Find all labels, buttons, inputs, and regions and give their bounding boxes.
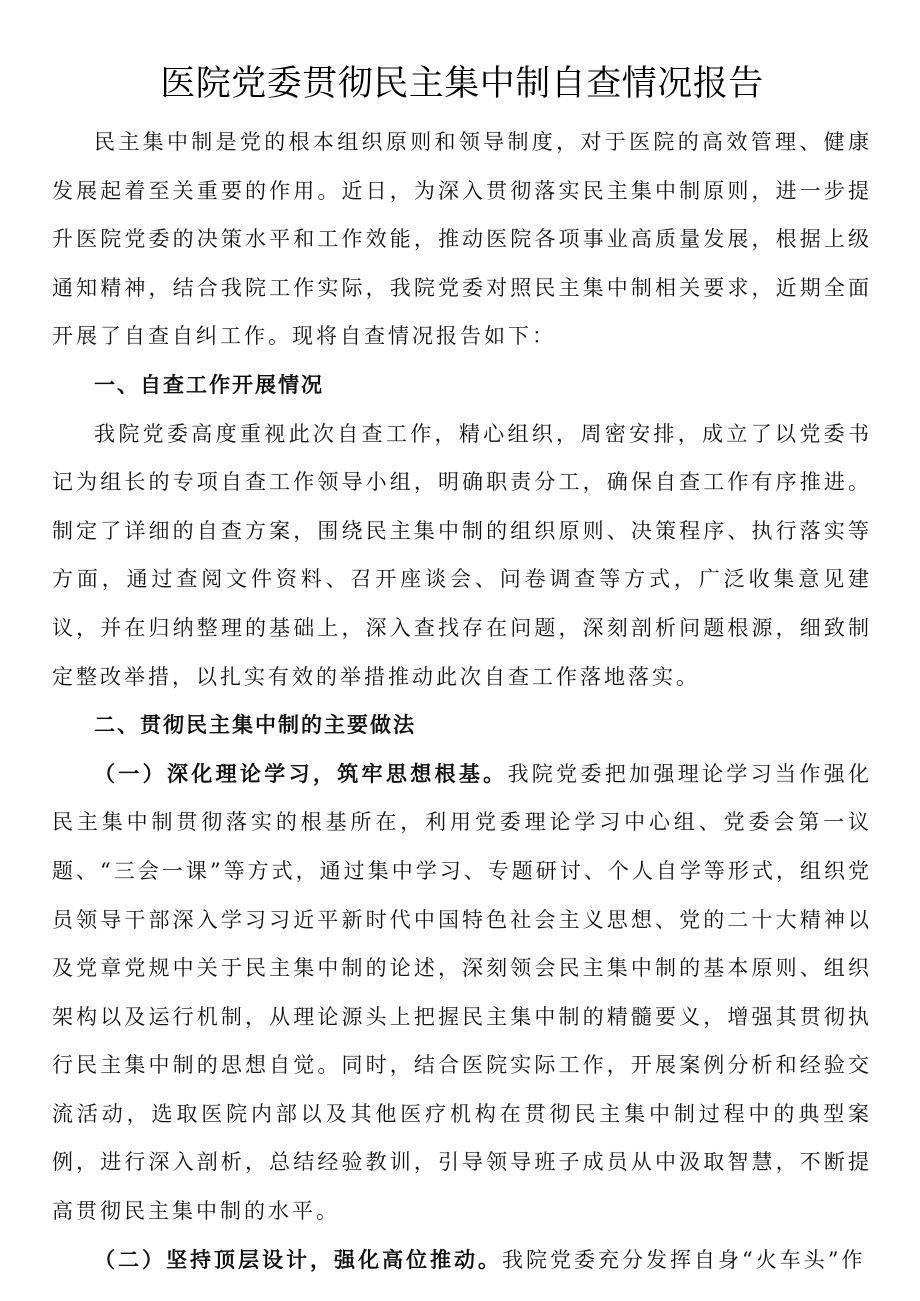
section-1-heading: 一、自查工作开展情况 xyxy=(94,371,324,397)
section-2-item-2-body: 我院党委充分发挥自身“火车头”作 xyxy=(502,1247,866,1272)
section-2-item-1 xyxy=(52,750,872,1236)
section-2-item-1-body: 我院党委把加强理论学习当作强化民主集中制贯彻落实的根基所在，利用党委理论学习中心组、党委会第一议题、“三会一课”等方式，通过集中学习、专题研讨、个人自学等形式，组织党员领导干部深入学习习近平新时代中国特色社会主义思想、党的二十大精神以及党章党规中关于民主集中制的论述，深刻领会民主集中制的基本原则、组织架构以及运行机制，从理论源头上把握民主集中制的精髓要义，增强其贯彻执行民主集中制的思想自觉。同时，结合医院实际工作，开展案例分析和经验交流活动，选取医院内部以及其他医疗机构在贯彻民主集中制过程中的典型案例，进行深入剖析，总结经验教训，引导领导班子成员从中汲取智慧，不断提高贯彻民主集中制的水平。 xyxy=(52,761,872,1224)
section-2-item-2 xyxy=(52,1236,872,1285)
section-1-body: 我院党委高度重视此次自查工作，精心组织，周密安排，成立了以党委书记为组长的专项自查工作领导小组，明确职责分工，确保自查工作有序推进。制定了详细的自查方案，围绕民主集中制的组织原则、决策程序、执行落实等方面，通过查阅文件资料、召开座谈会、问卷调查等方式，广泛收集意见建议，并在归纳整理的基础上，深入查找存在问题，深刻剖析问题根源，细致制定整改举措，以扎实有效的举措推动此次自查工作落地落实。 xyxy=(52,421,872,689)
document-title: 医院党委贯彻民主集中制自查情况报告 xyxy=(160,64,764,104)
section-2-item-1-lead: （一）深化理论学习，筑牢思想根基。 xyxy=(94,760,508,786)
section-2-item-2-lead: （二）坚持顶层设计，强化高位推动。 xyxy=(94,1246,502,1272)
section-2-heading: 二、贯彻民主集中制的主要做法 xyxy=(94,712,416,738)
intro-paragraph: 民主集中制是党的根本组织原则和领导制度，对于医院的高效管理、健康发展起着至关重要的作用。近日，为深入贯彻落实民主集中制原则，进一步提升医院党委的决策水平和工作效能，推动医院各项事业高质量发展，根据上级通知精神，结合我院工作实际，我院党委对照民主集中制相关要求，近期全面开展了自查自纠工作。现将自查情况报告如下： xyxy=(52,130,872,349)
